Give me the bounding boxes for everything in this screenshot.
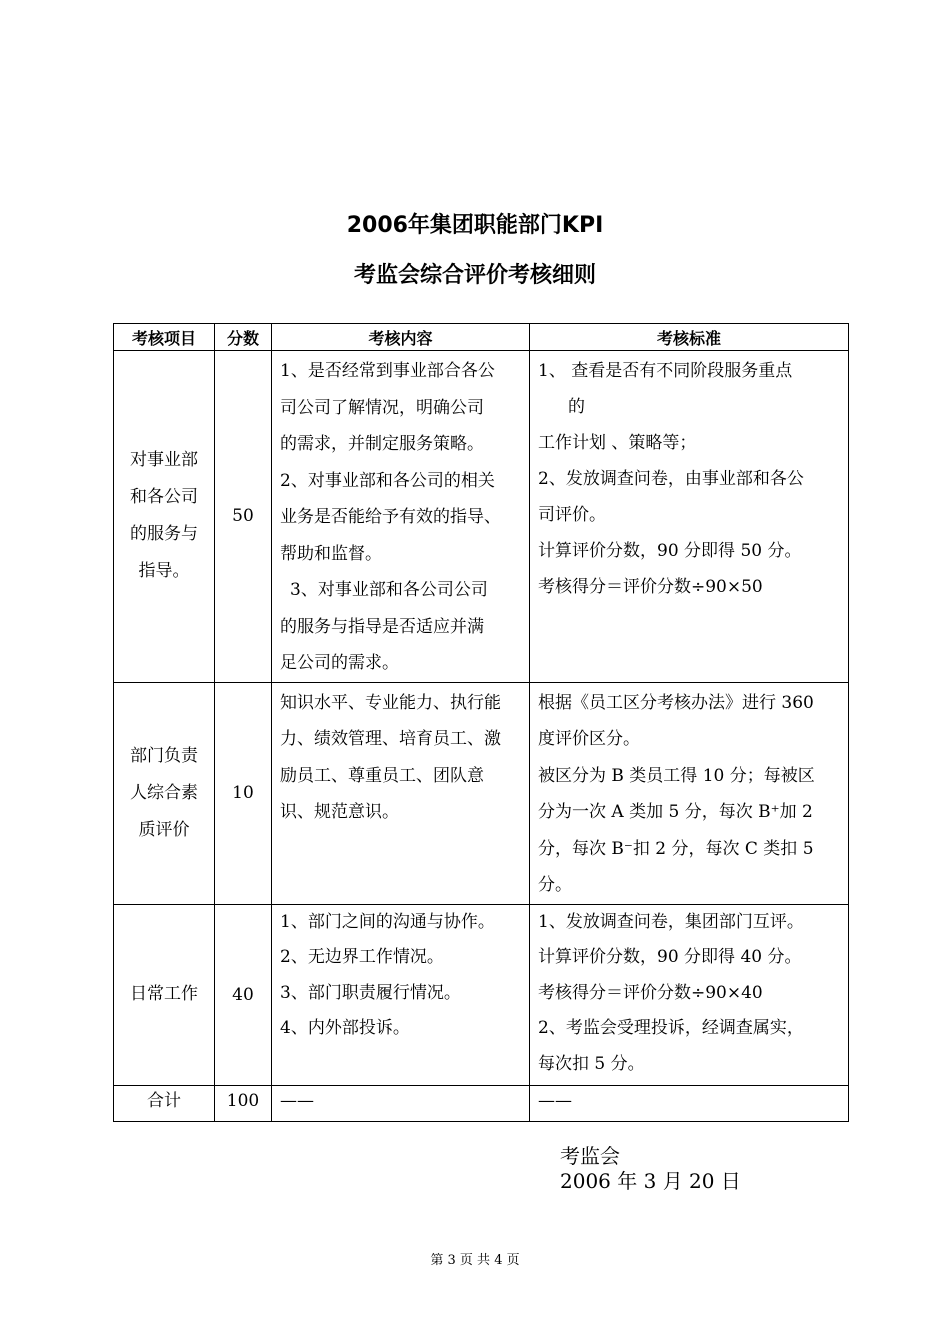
content-line: 帮助和监督。 <box>280 543 382 564</box>
row-standard-cell <box>530 904 849 1085</box>
standard-line: 1、 查看是否有不同阶段服务重点 <box>538 361 793 381</box>
content-line: 2、无边界工作情况。 <box>280 947 444 967</box>
content-line: 4、内外部投诉。 <box>280 1018 410 1038</box>
standard-line: 计算评价分数，90 分即得 50 分。 <box>538 541 802 561</box>
row-item-cell <box>114 682 215 904</box>
content-line: 司公司了解情况，明确公司 <box>280 397 484 418</box>
title-line-2: 考监会综合评价考核细则 <box>353 263 596 288</box>
content-line: 的服务与指导是否适应并满 <box>280 616 484 637</box>
standard-line: 被区分为 B 类员工得 10 分；每被区 <box>538 765 815 786</box>
content-line: 3、部门职责履行情况。 <box>280 982 461 1003</box>
standard-line: 分。 <box>538 875 572 895</box>
standard-line: 2、发放调查问卷，由事业部和各公 <box>538 469 804 489</box>
standard-line: 分，每次 B⁻扣 2 分，每次 C 类扣 5 <box>538 838 814 859</box>
total-standard: —— <box>530 1085 849 1121</box>
row-standard-cell <box>530 682 849 904</box>
standard-line: 考核得分＝评价分数÷90×40 <box>538 982 763 1003</box>
table-row <box>114 682 849 904</box>
row-content-cell <box>272 351 530 683</box>
standard-line: 1、发放调查问卷，集团部门互评。 <box>538 911 804 932</box>
standard-line: 的 <box>568 397 585 417</box>
total-row <box>114 1085 849 1121</box>
total-label: 合计 <box>114 1085 215 1121</box>
item-line: 质评价 <box>138 819 190 840</box>
content-line: 的需求，并制定服务策略。 <box>280 434 484 454</box>
item-line: 和各公司 <box>130 487 198 508</box>
content-line: 1、是否经常到事业部合各公 <box>280 361 495 381</box>
standard-line: 2、考监会受理投诉，经调查属实， <box>538 1018 804 1038</box>
standard-line: 司评价。 <box>538 505 606 525</box>
title-line-1: 2006年集团职能部门KPI <box>346 213 604 238</box>
content-line: 2、对事业部和各公司的相关 <box>280 470 495 491</box>
content-line: 足公司的需求。 <box>280 653 399 673</box>
row-standard-cell <box>530 351 849 683</box>
standard-line: 每次扣 5 分。 <box>538 1053 645 1074</box>
standard-line: 根据《员工区分考核办法》进行 360 <box>538 692 814 713</box>
content-line: 励员工、尊重员工、团队意 <box>280 765 484 786</box>
item-line: 的服务与 <box>130 524 198 545</box>
row-item-cell <box>114 351 215 683</box>
standard-line: 考核得分＝评价分数÷90×50 <box>538 577 763 597</box>
header-standard: 考核标准 <box>530 324 849 351</box>
header-score: 分数 <box>215 324 272 351</box>
header-item: 考核项目 <box>114 324 215 351</box>
item-line: 人综合素 <box>130 782 198 803</box>
signature-date: 2006 年 3 月 20 日 <box>560 1169 741 1193</box>
item-line: 日常工作 <box>130 984 198 1004</box>
content-line: 3、对事业部和各公司公司 <box>290 580 488 600</box>
standard-line: 度评价区分。 <box>538 729 640 749</box>
signature-org: 考监会 <box>560 1144 620 1168</box>
content-line: 知识水平、专业能力、执行能 <box>280 692 501 713</box>
item-line: 对事业部 <box>130 450 198 471</box>
item-line: 部门负责 <box>130 745 198 766</box>
table-row <box>114 904 849 1085</box>
content-line: 业务是否能给予有效的指导、 <box>280 507 501 527</box>
total-score: 100 <box>215 1085 272 1121</box>
page-footer: 第 3 页 共 4 页 <box>430 1253 520 1268</box>
content-line: 力、绩效管理、培育员工、激 <box>280 729 501 749</box>
standard-line: 分为一次 A 类加 5 分，每次 B⁺加 2 <box>538 802 813 822</box>
item-line: 指导。 <box>138 561 190 582</box>
content-line: 识、规范意识。 <box>280 802 399 822</box>
row-content-cell <box>272 904 530 1085</box>
header-content: 考核内容 <box>272 324 530 351</box>
content-line: 1、部门之间的沟通与协作。 <box>280 911 495 932</box>
table-header-row <box>114 324 849 351</box>
standard-line: 工作计划 、策略等； <box>538 433 697 453</box>
row-score: 10 <box>215 682 272 904</box>
row-item-cell <box>114 904 215 1085</box>
standard-line: 计算评价分数，90 分即得 40 分。 <box>538 947 802 967</box>
row-score: 50 <box>215 351 272 683</box>
row-score: 40 <box>215 904 272 1085</box>
kpi-table <box>113 323 849 1122</box>
table-row <box>114 351 849 683</box>
row-content-cell <box>272 682 530 904</box>
total-content: —— <box>272 1085 530 1121</box>
